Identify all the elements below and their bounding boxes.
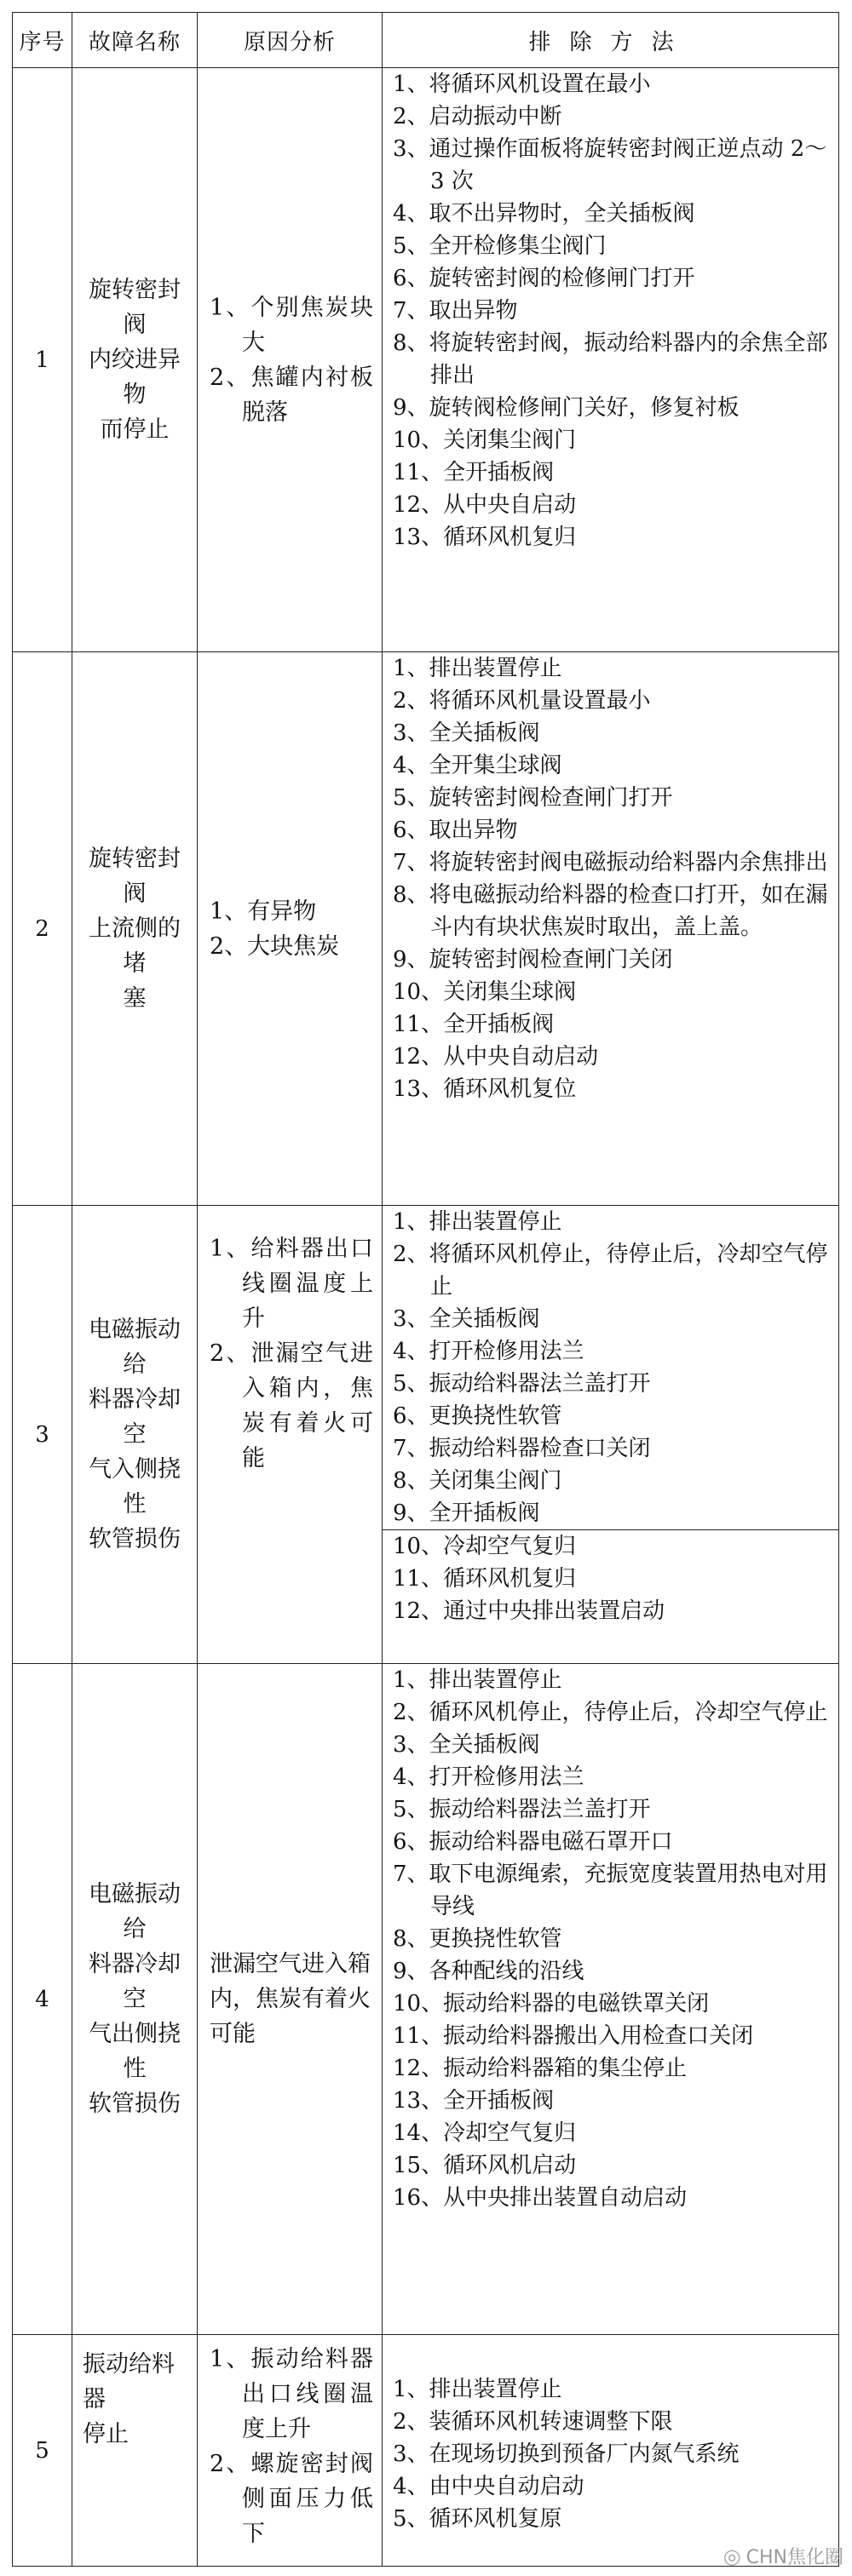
step-item: 3、全关插板阀 <box>393 1306 540 1332</box>
step-item: 2、将循环风机量设置最小 <box>393 688 651 714</box>
header-method: 排除方法 <box>383 13 839 68</box>
fault-line: 器 <box>83 2386 106 2412</box>
step-item: 8、将电磁振动给料器的检查口打开，如在漏斗内有块状焦炭时取出，盖上盖。 <box>393 882 828 940</box>
step-item: 7、将旋转密封阀电磁振动给料器内余焦排出 <box>393 850 828 875</box>
step-item: 6、振动给料器电磁石罩开口 <box>393 1829 673 1855</box>
row-number: 2 <box>13 652 72 1206</box>
fault-line: 给 <box>123 1916 147 1942</box>
step-item: 5、旋转密封阀检查闸门打开 <box>393 785 673 811</box>
step-item: 10、振动给料器的电磁铁罩关闭 <box>393 1991 710 2017</box>
step-item: 11、振动给料器搬出入用检查口关闭 <box>393 2023 754 2049</box>
step-item: 1、将循环风机设置在最小 <box>393 72 651 97</box>
fault-name <box>72 68 198 652</box>
table-row <box>13 1664 839 2335</box>
step-item: 6、更换挠性软管 <box>393 1403 562 1429</box>
row-number: 3 <box>13 1206 72 1664</box>
step-item: 4、由中央自动启动 <box>393 2473 584 2499</box>
step-item: 3、全关插板阀 <box>393 720 540 746</box>
cause-item: 1、个别焦炭块大 <box>210 294 373 356</box>
step-item: 13、循环风机复归 <box>393 525 577 550</box>
step-item: 9、旋转密封阀检查闸门关闭 <box>393 947 673 972</box>
table-row <box>13 68 839 652</box>
step-item: 11、循环风机复归 <box>393 1566 577 1592</box>
step-item: 10、关闭集尘阀门 <box>393 427 577 453</box>
fault-line: 上流侧的 <box>89 915 181 942</box>
cause-analysis <box>198 652 383 1206</box>
cause-item: 1、有异物 <box>210 898 317 925</box>
remedy-steps <box>383 1664 839 2335</box>
step-item: 15、循环风机启动 <box>393 2153 577 2178</box>
step-item: 12、振动给料器箱的集尘停止 <box>393 2056 688 2081</box>
step-item: 4、打开检修用法兰 <box>393 1339 584 1364</box>
wechat-icon: ◎ <box>722 2544 741 2568</box>
step-item: 1、排出装置停止 <box>393 1667 562 1693</box>
step-item: 6、取出异物 <box>393 818 518 843</box>
table-row <box>13 1206 839 1664</box>
fault-line: 旋转密封 <box>89 846 181 872</box>
step-item: 4、全开集尘球阀 <box>393 753 562 778</box>
step-item: 3、在现场切换到预备厂内氮气系统 <box>393 2441 740 2467</box>
fault-line: 空 <box>123 1986 147 2012</box>
step-item: 16、从中央排出装置自动启动 <box>393 2185 688 2211</box>
header-no: 序号 <box>13 13 72 68</box>
fault-name <box>72 2335 198 2567</box>
fault-name <box>72 1664 198 2335</box>
cause-item: 2、大块焦炭 <box>210 932 340 960</box>
step-item: 9、全开插板阀 <box>393 1500 540 1526</box>
remedy-steps <box>383 652 839 1206</box>
step-item: 4、取不出异物时，全关插板阀 <box>393 201 695 227</box>
watermark-text: CHN焦化圈 <box>746 2547 843 2568</box>
cause-item: 泄漏空气进入箱内，焦炭有着火可能 <box>210 1951 371 2047</box>
page <box>12 12 838 2565</box>
cause-item: 2、焦罐内衬板脱落 <box>210 364 373 426</box>
step-item: 2、启动振动中断 <box>393 104 562 129</box>
row-number: 1 <box>13 68 72 652</box>
step-item: 11、全开插板阀 <box>393 1012 555 1037</box>
step-item: 1、排出装置停止 <box>393 1209 562 1235</box>
step-item: 9、旋转阀检修闸门关好，修复衬板 <box>393 395 740 421</box>
fault-line: 给 <box>123 1351 147 1378</box>
table-row <box>13 2335 839 2567</box>
cause-analysis <box>198 2335 383 2567</box>
step-item: 5、振动给料器法兰盖打开 <box>393 1797 651 1822</box>
cause-item: 1、振动给料器出口线圈温度上升 <box>210 2346 373 2442</box>
step-item: 2、装循环风机转速调整下限 <box>393 2408 673 2435</box>
fault-line: 空 <box>123 1421 147 1448</box>
step-item: 12、从中央自动启动 <box>393 1044 599 1070</box>
cause-analysis <box>198 1664 383 2335</box>
step-item: 11、全开插板阀 <box>393 460 555 485</box>
step-item: 12、从中央自启动 <box>393 492 577 518</box>
fault-line: 气入侧挠 <box>89 1456 181 1483</box>
fault-line: 电磁振动 <box>89 1881 181 1908</box>
fault-line: 内绞进异 <box>89 347 181 373</box>
step-item: 9、各种配线的沿线 <box>393 1959 584 1984</box>
cause-item: 2、泄漏空气进入箱内，焦炭有着火可能 <box>210 1340 373 1472</box>
fault-line: 堵 <box>123 950 147 977</box>
fault-line: 性 <box>123 2056 147 2082</box>
fault-line: 阀 <box>123 312 147 338</box>
step-item: 12、通过中央排出装置启动 <box>393 1598 665 1624</box>
fault-line: 气出侧挠 <box>89 2021 181 2047</box>
cause-analysis <box>198 68 383 652</box>
step-item: 13、全开插板阀 <box>393 2088 555 2114</box>
step-item: 6、旋转密封阀的检修闸门打开 <box>393 266 695 291</box>
step-item: 8、将旋转密封阀，振动给料器内的余焦全部排出 <box>393 330 828 388</box>
watermark <box>723 2543 843 2569</box>
cause-item: 2、螺旋密封阀侧面压力低下 <box>210 2451 373 2547</box>
remedy-steps <box>383 68 839 652</box>
step-item: 1、排出装置停止 <box>393 2376 562 2402</box>
step-item: 13、循环风机复位 <box>393 1076 577 1102</box>
step-item: 8、更换挠性软管 <box>393 1926 562 1952</box>
fault-line: 软管损伤 <box>89 2091 181 2117</box>
step-item: 5、循环风机复原 <box>393 2505 562 2532</box>
fault-line: 阀 <box>123 881 147 907</box>
step-item: 7、取下电源绳索，充振宽度装置用热电对用导线 <box>393 1862 828 1919</box>
fault-line: 停止 <box>83 2421 129 2447</box>
header-cause: 原因分析 <box>198 13 383 68</box>
cause-item: 1、给料器出口线圈温度上升 <box>210 1236 373 1332</box>
fault-line: 物 <box>123 382 147 408</box>
fault-line: 性 <box>123 1491 147 1517</box>
fault-line: 而停止 <box>100 416 170 443</box>
fault-line: 旋转密封 <box>89 277 181 303</box>
step-item: 7、振动给料器检查口关闭 <box>393 1436 651 1461</box>
step-item: 14、冷却空气复归 <box>393 2120 577 2146</box>
fault-name <box>72 652 198 1206</box>
header-fault: 故障名称 <box>72 13 198 68</box>
fault-line: 料器冷却 <box>89 1951 181 1977</box>
fault-line: 振动给料 <box>83 2351 175 2378</box>
step-item: 2、循环风机停止，待停止后，冷却空气停止 <box>393 1700 828 1725</box>
fault-line: 电磁振动 <box>89 1317 181 1343</box>
header-row <box>13 13 839 68</box>
troubleshooting-table <box>12 12 839 2567</box>
step-item: 3、全关插板阀 <box>393 1732 540 1758</box>
row-number: 4 <box>13 1664 72 2335</box>
step-item: 4、打开检修用法兰 <box>393 1764 584 1790</box>
step-item: 2、将循环风机停止，待停止后，冷却空气停止 <box>393 1242 828 1299</box>
fault-name <box>72 1206 198 1664</box>
remedy-steps <box>383 1206 839 1664</box>
step-item: 10、关闭集尘球阀 <box>393 979 577 1005</box>
table-row <box>13 652 839 1206</box>
step-item: 8、关闭集尘阀门 <box>393 1468 562 1494</box>
steps-subsection <box>383 1529 838 1627</box>
fault-line: 软管损伤 <box>89 1526 181 1552</box>
row-number: 5 <box>13 2335 72 2567</box>
remedy-steps <box>383 2335 839 2567</box>
step-item: 5、振动给料器法兰盖打开 <box>393 1371 651 1397</box>
fault-line: 塞 <box>123 985 147 1012</box>
step-item: 10、冷却空气复归 <box>393 1534 577 1559</box>
step-item: 5、全开检修集尘阀门 <box>393 233 607 259</box>
step-item: 3、通过操作面板将旋转密封阀正逆点动 2～3 次 <box>393 136 827 194</box>
cause-analysis <box>198 1206 383 1664</box>
step-item: 1、排出装置停止 <box>393 656 562 681</box>
step-item: 7、取出异物 <box>393 298 518 324</box>
fault-line: 料器冷却 <box>89 1386 181 1413</box>
